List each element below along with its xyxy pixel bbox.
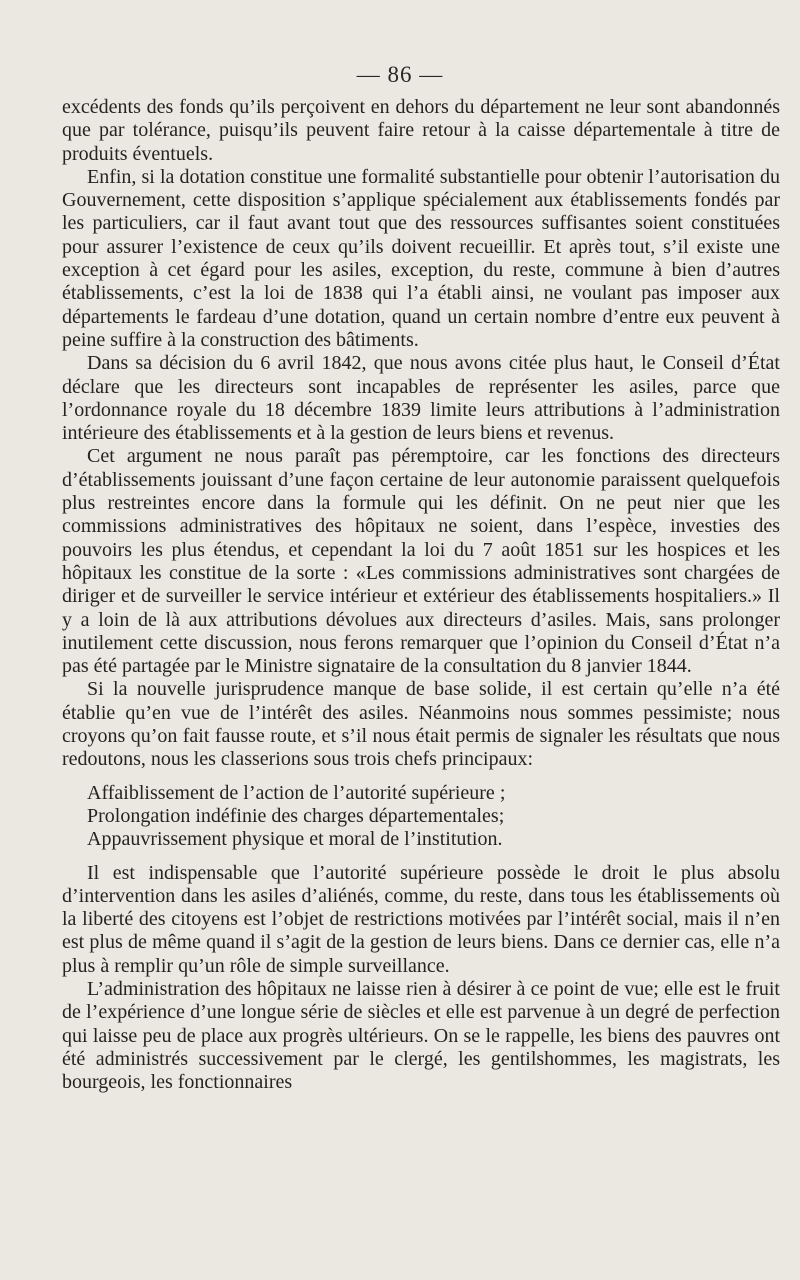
paragraph-6: Il est indispensable que l’autorité supérieure possède le droit le plus absolu d’intervention dans les asiles d’aliénés, comme, du reste, dans tous les établissements où la liberté des citoyens est l’objet de restrictions motivées par l’intérêt social, mais il n’en est plus de même quand il s’agit de la gestion de leurs biens. Dans ce dernier cas, elle n’a plus à remplir qu’un rôle de simple surveillance. <box>62 861 780 977</box>
page-number: — 86 — <box>356 62 444 87</box>
paragraph-1: excédents des fonds qu’ils perçoivent en dehors du département ne leur sont abandonnés que par tolérance, puisqu’ils peuvent faire retour à la caisse départementale à titre de produits éventuels. <box>62 96 780 165</box>
paragraph-3: Dans sa décision du 6 avril 1842, que nous avons citée plus haut, le Conseil d’État déclare que les directeurs sont incapables de représenter les asiles, parce que l’ordonnance royale du 18 décembre 1839 limite leurs attributions à l’administration intérieure des établissements et à la gestion de leurs biens et revenus. <box>62 352 780 445</box>
body-text <box>62 96 780 1094</box>
paragraph-7: L’administration des hôpitaux ne laisse rien à désirer à ce point de vue; elle est le fruit de l’expérience d’une longue série de siècles et elle est parvenue à un degré de perfection qui laisse peu de place aux progrès ultérieurs. On se le rappelle, les biens des pauvres ont été administrés successivement par le clergé, les gentilshommes, les magistrats, les bourgeois, les fonctionnaires <box>62 977 780 1094</box>
paragraph-5: Si la nouvelle jurisprudence manque de base solide, il est certain qu’elle n’a été établie qu’en vue de l’intérêt des asiles. Néanmoins nous sommes pessimiste; nous croyons qu’on fait fausse route, et s’il nous était permis de signaler les résultats que nous redoutons, nous les classerions sous trois chefs principaux: <box>62 678 780 771</box>
list-item-3: Appauvrissement physique et moral de l’institution. <box>87 828 503 851</box>
paragraph-4: Cet argument ne nous paraît pas péremptoire, car les fonctions des directeurs d’établissements jouissant d’une façon certaine de leur autonomie paraissent quelquefois plus restreintes encore dans la formule qui les définit. On ne peut nier que les commissions administratives des hôpitaux ne soient, dans l’espèce, investies des pouvoirs les plus étendus, et cependant la loi du 7 août 1851 sur les hospices et les hôpitaux les constitue de la sorte : «Les commissions administratives sont chargées de diriger et de surveiller le service intérieur et extérieur des établissements hospitaliers.» Il y a loin de là aux attributions dévolues aux directeurs d’asiles. Mais, sans prolonger inutilement cette discussion, nous ferons remarquer que l’opinion du Conseil d’État n’a pas été partagée par le Ministre signataire de la consultation du 8 janvier 1844. <box>62 445 780 678</box>
paragraph-2: Enfin, si la dotation constitue une formalité substantielle pour obtenir l’autorisation du Gouvernement, cette disposition s’applique spécialement aux établissements fondés par les particuliers, car il faut avant tout que des ressources suffisantes soient constituées pour assurer l’existence de ceux qu’ils doivent recueillir. Et après tout, s’il existe une exception à cet égard pour les asiles, exception, du reste, commune à bien d’autres établissements, c’est la loi de 1838 qui l’a établi ainsi, ne voulant pas imposer aux départements le fardeau d’une dotation, quand un certain nombre d’entre eux peuvent à peine suffire à la construction des bâtiments. <box>62 165 780 351</box>
list-item-1: Affaiblissement de l’action de l’autorité supérieure ; <box>87 781 506 804</box>
list-item-2: Prolongation indéfinie des charges départementales; <box>87 804 505 827</box>
